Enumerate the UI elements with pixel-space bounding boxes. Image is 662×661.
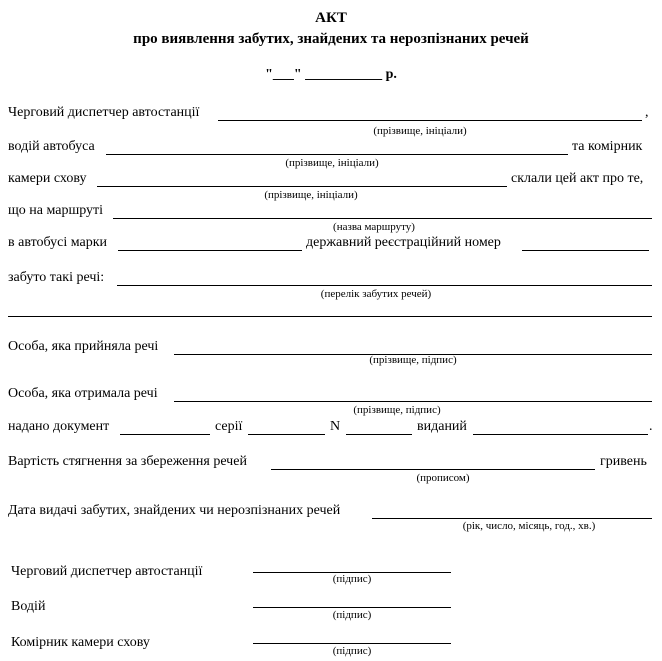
issue-date-field[interactable]: [372, 518, 652, 519]
issued-field[interactable]: [473, 434, 648, 435]
date-line: "___" ___________ р.: [265, 67, 397, 82]
received-person-label: Особа, яка прийняла речі: [8, 339, 159, 354]
hint-sign-dispatcher: (підпис): [332, 573, 372, 585]
storage-name-field[interactable]: [97, 186, 507, 187]
items-field-continuation[interactable]: [8, 316, 652, 317]
hint-date: (рік, число, місяць, год., хв.): [462, 520, 596, 532]
document-subtitle: про виявлення забутих, знайдених та нерозпізнаних речей: [133, 31, 529, 47]
hint-items: (перелік забутих речей): [320, 288, 432, 300]
sign-driver-field[interactable]: [253, 607, 451, 608]
number-field[interactable]: [346, 434, 412, 435]
hint-sign-driver: (підпис): [332, 609, 372, 621]
driver-tail: та комірник: [572, 139, 643, 154]
reg-number-label: державний реєстраційний номер: [306, 235, 501, 250]
number-label: N: [330, 419, 341, 434]
hint-received-signature: (прізвище, підпис): [369, 354, 457, 366]
document-label: надано документ: [8, 419, 110, 434]
hint-driver-surname: (прізвище, ініціали): [285, 157, 379, 169]
cost-tail: гривень: [600, 454, 647, 469]
hint-got-signature: (прізвище, підпис): [353, 404, 441, 416]
cost-field[interactable]: [271, 469, 595, 470]
hint-route: (назва маршруту): [333, 221, 415, 233]
hint-storage-surname: (прізвище, ініціали): [264, 189, 358, 201]
issued-end: .: [649, 419, 653, 434]
items-label: забуто такі речі:: [8, 270, 105, 285]
hint-in-words: (прописом): [416, 472, 470, 484]
sign-storage-label: Комірник камери схову: [11, 635, 150, 650]
sign-storage-field[interactable]: [253, 643, 451, 644]
document-field[interactable]: [120, 434, 210, 435]
bus-brand-field[interactable]: [118, 250, 302, 251]
sign-dispatcher-label: Черговий диспетчер автостанції: [11, 564, 203, 579]
cost-label: Вартість стягнення за збереження речей: [8, 454, 247, 469]
hint-dispatcher-surname: (прізвище, ініціали): [373, 125, 467, 137]
storage-tail: склали цей акт про те,: [511, 171, 644, 186]
driver-name-field[interactable]: [106, 154, 568, 155]
storage-label: камери схову: [8, 171, 87, 186]
items-field[interactable]: [117, 285, 652, 286]
series-label: серії: [215, 419, 243, 434]
got-person-field[interactable]: [174, 401, 652, 402]
hint-sign-storage: (підпис): [332, 645, 372, 657]
series-field[interactable]: [248, 434, 325, 435]
got-person-label: Особа, яка отримала речі: [8, 386, 158, 401]
issue-date-label: Дата видачі забутих, знайдених чи нерозпізнаних речей: [8, 503, 341, 518]
issued-label: виданий: [417, 419, 467, 434]
reg-number-field[interactable]: [522, 250, 649, 251]
sign-driver-label: Водій: [11, 599, 46, 614]
dispatcher-name-field[interactable]: [218, 120, 642, 121]
bus-brand-label: в автобусі марки: [8, 235, 107, 250]
route-label: що на маршруті: [8, 203, 104, 218]
driver-label: водій автобуса: [8, 139, 95, 154]
document-title: АКТ: [315, 10, 347, 26]
dispatcher-label: Черговий диспетчер автостанції: [8, 105, 200, 120]
route-field[interactable]: [113, 218, 652, 219]
dispatcher-comma: ,: [645, 105, 649, 120]
